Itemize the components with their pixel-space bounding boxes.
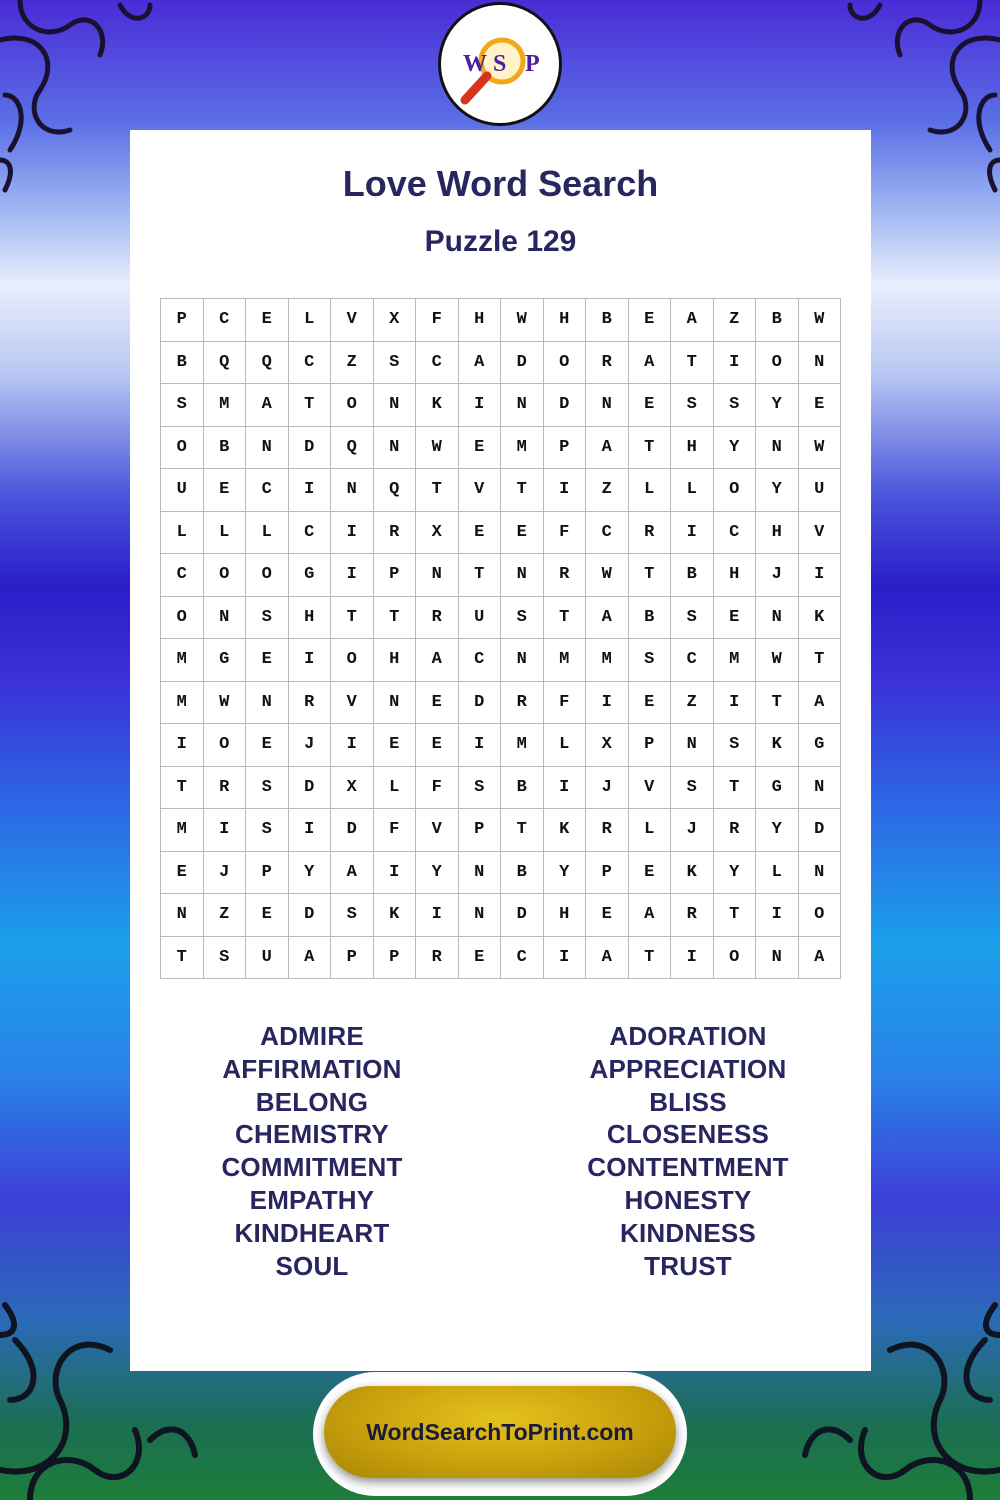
grid-cell[interactable]: O (161, 427, 204, 470)
grid-cell[interactable]: M (204, 384, 247, 427)
grid-cell[interactable]: Y (544, 852, 587, 895)
grid-cell[interactable]: B (629, 597, 672, 640)
grid-cell[interactable]: G (799, 724, 842, 767)
grid-cell[interactable]: S (671, 597, 714, 640)
grid-cell[interactable]: T (756, 682, 799, 725)
grid-cell[interactable]: E (586, 894, 629, 937)
grid-cell[interactable]: T (629, 554, 672, 597)
grid-cell[interactable]: N (161, 894, 204, 937)
grid-cell[interactable]: A (671, 299, 714, 342)
grid-cell[interactable]: O (714, 469, 757, 512)
grid-cell[interactable]: A (799, 937, 842, 980)
grid-cell[interactable]: J (204, 852, 247, 895)
grid-cell[interactable]: I (756, 894, 799, 937)
grid-cell[interactable]: R (416, 597, 459, 640)
grid-cell[interactable]: S (714, 724, 757, 767)
grid-cell[interactable]: U (799, 469, 842, 512)
grid-cell[interactable]: W (416, 427, 459, 470)
grid-cell[interactable]: I (331, 724, 374, 767)
grid-cell[interactable]: Q (246, 342, 289, 385)
grid-cell[interactable]: E (246, 724, 289, 767)
logo-letter-s: S (493, 51, 507, 77)
grid-cell[interactable]: W (799, 427, 842, 470)
grid-cell[interactable]: B (501, 767, 544, 810)
grid-cell[interactable]: N (374, 427, 417, 470)
grid-cell[interactable]: Z (671, 682, 714, 725)
grid-cell[interactable]: Z (586, 469, 629, 512)
grid-cell[interactable]: H (671, 427, 714, 470)
grid-cell[interactable]: U (246, 937, 289, 980)
grid-cell[interactable]: T (374, 597, 417, 640)
grid-cell[interactable]: A (586, 597, 629, 640)
grid-cell[interactable]: V (459, 469, 502, 512)
grid-cell[interactable]: O (246, 554, 289, 597)
grid-cell[interactable]: L (161, 512, 204, 555)
grid-cell[interactable]: B (586, 299, 629, 342)
grid-cell[interactable]: I (331, 554, 374, 597)
grid-cell[interactable]: W (204, 682, 247, 725)
grid-cell[interactable]: G (204, 639, 247, 682)
grid-cell[interactable]: J (289, 724, 332, 767)
grid-cell[interactable]: M (501, 724, 544, 767)
grid-cell[interactable]: T (501, 469, 544, 512)
grid-cell[interactable]: N (374, 384, 417, 427)
grid-cell[interactable]: I (544, 469, 587, 512)
puzzle-title: Love Word Search (342, 163, 659, 204)
grid-cell[interactable]: T (544, 597, 587, 640)
grid-cell[interactable]: X (374, 299, 417, 342)
grid-cell[interactable]: M (161, 639, 204, 682)
grid-cell[interactable]: X (416, 512, 459, 555)
grid-cell[interactable]: S (246, 809, 289, 852)
grid-cell[interactable]: S (246, 597, 289, 640)
grid-cell[interactable]: N (799, 767, 842, 810)
grid-cell[interactable]: B (204, 427, 247, 470)
grid-cell[interactable]: C (161, 554, 204, 597)
grid-cell[interactable]: V (629, 767, 672, 810)
grid-cell[interactable]: N (374, 682, 417, 725)
grid-cell[interactable]: M (586, 639, 629, 682)
grid-cell[interactable]: I (161, 724, 204, 767)
grid-cell[interactable]: P (459, 809, 502, 852)
grid-cell[interactable]: C (204, 299, 247, 342)
grid-cell[interactable]: Y (756, 809, 799, 852)
grid-cell[interactable]: M (161, 809, 204, 852)
grid-cell[interactable]: S (331, 894, 374, 937)
grid-cell[interactable]: R (586, 342, 629, 385)
grid-cell[interactable]: L (629, 469, 672, 512)
grid-cell[interactable]: E (459, 937, 502, 980)
grid-cell[interactable]: N (204, 597, 247, 640)
grid-cell[interactable]: T (416, 469, 459, 512)
grid-cell[interactable]: D (799, 809, 842, 852)
site-logo[interactable] (438, 2, 562, 126)
word-list-left (162, 1020, 462, 1282)
magnifier-icon (441, 5, 559, 123)
grid-cell[interactable]: E (246, 894, 289, 937)
grid-cell[interactable]: R (671, 894, 714, 937)
grid-cell[interactable]: T (629, 427, 672, 470)
grid-cell[interactable]: J (586, 767, 629, 810)
grid-cell[interactable]: R (374, 512, 417, 555)
word-list-item: HONESTY (624, 1184, 752, 1215)
grid-cell[interactable]: N (246, 427, 289, 470)
grid-cell[interactable]: I (671, 512, 714, 555)
grid-cell[interactable]: G (289, 554, 332, 597)
grid-cell[interactable]: D (501, 894, 544, 937)
grid-cell[interactable]: K (756, 724, 799, 767)
grid-cell[interactable]: H (544, 299, 587, 342)
grid-cell[interactable]: B (671, 554, 714, 597)
puzzle-card (130, 130, 871, 1371)
grid-cell[interactable]: R (586, 809, 629, 852)
grid-cell[interactable]: O (331, 639, 374, 682)
grid-cell[interactable]: V (416, 809, 459, 852)
word-list-item: CHEMISTRY (235, 1119, 389, 1150)
grid-cell[interactable]: K (544, 809, 587, 852)
grid-cell[interactable]: Q (374, 469, 417, 512)
grid-cell[interactable]: T (799, 639, 842, 682)
grid-cell[interactable]: N (331, 469, 374, 512)
grid-cell[interactable]: I (544, 767, 587, 810)
grid-cell[interactable]: K (671, 852, 714, 895)
grid-cell[interactable]: C (671, 639, 714, 682)
grid-cell[interactable]: O (714, 937, 757, 980)
grid-cell[interactable]: D (501, 342, 544, 385)
grid-cell[interactable]: I (289, 469, 332, 512)
word-list-right (538, 1020, 838, 1282)
grid-cell[interactable]: H (714, 554, 757, 597)
grid-cell[interactable]: I (416, 894, 459, 937)
grid-cell[interactable]: N (799, 342, 842, 385)
grid-cell[interactable]: A (629, 894, 672, 937)
grid-cell[interactable]: L (671, 469, 714, 512)
grid-cell[interactable]: E (459, 427, 502, 470)
grid-cell[interactable]: Y (416, 852, 459, 895)
grid-cell[interactable]: S (714, 384, 757, 427)
grid-cell[interactable]: T (501, 809, 544, 852)
grid-cell[interactable]: T (459, 554, 502, 597)
grid-cell[interactable]: K (416, 384, 459, 427)
grid-cell[interactable]: E (629, 852, 672, 895)
word-list-item: CONTENTMENT (587, 1152, 789, 1183)
grid-cell[interactable]: A (586, 427, 629, 470)
grid-cell[interactable]: D (289, 894, 332, 937)
grid-cell[interactable]: R (416, 937, 459, 980)
grid-cell[interactable]: E (246, 639, 289, 682)
grid-cell[interactable]: G (756, 767, 799, 810)
grid-cell[interactable]: K (374, 894, 417, 937)
website-link-label: WordSearchToPrint.com (366, 1418, 634, 1445)
grid-cell[interactable]: N (501, 639, 544, 682)
grid-cell[interactable]: S (459, 767, 502, 810)
grid-cell[interactable]: A (586, 937, 629, 980)
grid-cell[interactable]: I (289, 639, 332, 682)
grid-cell[interactable]: K (799, 597, 842, 640)
grid-cell[interactable]: N (671, 724, 714, 767)
grid-cell[interactable]: T (331, 597, 374, 640)
grid-cell[interactable]: F (416, 767, 459, 810)
grid-cell[interactable]: X (586, 724, 629, 767)
grid-cell[interactable]: F (374, 809, 417, 852)
grid-cell[interactable]: L (289, 299, 332, 342)
grid-cell[interactable]: F (544, 682, 587, 725)
puzzle-number: Puzzle 129 (424, 225, 577, 258)
grid-cell[interactable]: C (289, 342, 332, 385)
grid-cell[interactable]: P (544, 427, 587, 470)
grid-cell[interactable]: N (459, 894, 502, 937)
grid-cell[interactable]: S (671, 767, 714, 810)
grid-cell[interactable]: O (204, 554, 247, 597)
grid-cell[interactable]: N (756, 427, 799, 470)
grid-cell[interactable]: M (161, 682, 204, 725)
grid-cell[interactable]: O (204, 724, 247, 767)
grid-cell[interactable]: L (544, 724, 587, 767)
word-list-item: EMPATHY (249, 1184, 375, 1215)
grid-cell[interactable]: E (629, 384, 672, 427)
grid-cell[interactable]: L (629, 809, 672, 852)
grid-cell[interactable]: L (204, 512, 247, 555)
grid-cell[interactable]: C (586, 512, 629, 555)
grid-cell[interactable]: P (246, 852, 289, 895)
grid-cell[interactable]: H (756, 512, 799, 555)
grid-cell[interactable]: A (416, 639, 459, 682)
grid-cell[interactable]: D (544, 384, 587, 427)
grid-cell[interactable]: R (629, 512, 672, 555)
grid-cell[interactable]: A (459, 342, 502, 385)
logo-letter-w: W (463, 51, 487, 77)
grid-cell[interactable]: O (756, 342, 799, 385)
grid-cell[interactable]: W (586, 554, 629, 597)
grid-cell[interactable]: D (459, 682, 502, 725)
grid-cell[interactable]: A (246, 384, 289, 427)
word-list-item: APPRECIATION (589, 1053, 787, 1084)
grid-cell[interactable]: W (501, 299, 544, 342)
grid-cell[interactable]: C (459, 639, 502, 682)
grid-cell[interactable]: P (374, 554, 417, 597)
grid-cell[interactable]: E (501, 512, 544, 555)
grid-cell[interactable]: N (756, 597, 799, 640)
grid-cell[interactable]: H (544, 894, 587, 937)
word-list-item: SOUL (275, 1250, 349, 1281)
grid-cell[interactable]: Y (756, 384, 799, 427)
grid-cell[interactable]: S (501, 597, 544, 640)
grid-cell[interactable]: E (416, 724, 459, 767)
word-list-item: TRUST (644, 1250, 732, 1281)
grid-cell[interactable]: I (459, 384, 502, 427)
grid-cell[interactable]: E (714, 597, 757, 640)
grid-cell[interactable]: A (629, 342, 672, 385)
grid-cell[interactable]: C (416, 342, 459, 385)
grid-cell[interactable]: A (331, 852, 374, 895)
grid-cell[interactable]: V (331, 299, 374, 342)
grid-cell[interactable]: P (629, 724, 672, 767)
grid-cell[interactable]: E (161, 852, 204, 895)
grid-cell[interactable]: B (161, 342, 204, 385)
grid-cell[interactable]: Q (331, 427, 374, 470)
grid-cell[interactable]: L (374, 767, 417, 810)
grid-cell[interactable]: Y (714, 852, 757, 895)
grid-cell[interactable]: U (459, 597, 502, 640)
grid-cell[interactable]: N (501, 384, 544, 427)
grid-cell[interactable]: I (586, 682, 629, 725)
grid-cell[interactable]: I (204, 809, 247, 852)
grid-cell[interactable]: V (799, 512, 842, 555)
grid-cell[interactable]: E (246, 299, 289, 342)
grid-cell[interactable]: N (246, 682, 289, 725)
grid-cell[interactable]: Y (756, 469, 799, 512)
grid-cell[interactable]: R (544, 554, 587, 597)
grid-cell[interactable]: P (161, 299, 204, 342)
grid-cell[interactable]: C (246, 469, 289, 512)
grid-cell[interactable]: Z (331, 342, 374, 385)
grid-cell[interactable]: I (714, 682, 757, 725)
grid-cell[interactable]: Z (204, 894, 247, 937)
grid-cell[interactable]: L (246, 512, 289, 555)
grid-cell[interactable]: B (756, 299, 799, 342)
grid-cell[interactable]: S (374, 342, 417, 385)
grid-cell[interactable]: H (289, 597, 332, 640)
grid-cell[interactable]: Y (714, 427, 757, 470)
grid-cell[interactable]: T (161, 767, 204, 810)
grid-cell[interactable]: P (331, 937, 374, 980)
grid-cell[interactable]: N (416, 554, 459, 597)
grid-cell[interactable]: T (161, 937, 204, 980)
grid-cell[interactable]: N (459, 852, 502, 895)
grid-cell[interactable]: M (544, 639, 587, 682)
grid-cell[interactable]: E (204, 469, 247, 512)
grid-cell[interactable]: T (714, 894, 757, 937)
grid-cell[interactable]: F (544, 512, 587, 555)
grid-cell[interactable]: S (246, 767, 289, 810)
grid-cell[interactable]: F (416, 299, 459, 342)
grid-cell[interactable]: I (671, 937, 714, 980)
word-list-item: COMMITMENT (221, 1152, 403, 1183)
grid-cell[interactable]: E (629, 682, 672, 725)
grid-cell[interactable]: Q (204, 342, 247, 385)
grid-cell[interactable]: A (289, 937, 332, 980)
grid-cell[interactable]: I (459, 724, 502, 767)
grid-cell[interactable]: L (756, 852, 799, 895)
grid-cell[interactable]: S (629, 639, 672, 682)
grid-cell[interactable]: R (501, 682, 544, 725)
grid-cell[interactable]: H (374, 639, 417, 682)
grid-cell[interactable]: T (629, 937, 672, 980)
grid-cell[interactable]: E (799, 384, 842, 427)
grid-cell[interactable]: D (289, 767, 332, 810)
grid-cell[interactable]: O (331, 384, 374, 427)
grid-cell[interactable]: C (501, 937, 544, 980)
grid-cell[interactable]: P (374, 937, 417, 980)
logo-letter-p: P (525, 51, 540, 77)
grid-cell[interactable]: T (714, 767, 757, 810)
grid-cell[interactable]: R (204, 767, 247, 810)
word-list-item: BLISS (649, 1086, 727, 1117)
grid-cell[interactable]: T (289, 384, 332, 427)
grid-cell[interactable]: C (289, 512, 332, 555)
grid-cell[interactable]: D (289, 427, 332, 470)
grid-cell[interactable]: D (331, 809, 374, 852)
grid-cell[interactable]: Y (289, 852, 332, 895)
word-list-item: ADMIRE (260, 1021, 364, 1051)
grid-cell[interactable]: E (629, 299, 672, 342)
grid-cell[interactable]: T (671, 342, 714, 385)
website-link-button[interactable] (324, 1386, 676, 1478)
grid-cell[interactable]: Z (714, 299, 757, 342)
grid-cell[interactable]: M (714, 639, 757, 682)
grid-cell[interactable]: A (799, 682, 842, 725)
grid-cell[interactable]: O (161, 597, 204, 640)
grid-cell[interactable]: U (161, 469, 204, 512)
grid-cell[interactable]: O (544, 342, 587, 385)
grid-cell[interactable]: E (459, 512, 502, 555)
grid-cell[interactable]: P (586, 852, 629, 895)
grid-cell[interactable]: R (714, 809, 757, 852)
grid-cell[interactable]: S (204, 937, 247, 980)
word-list-item: ADORATION (609, 1021, 767, 1051)
grid-cell[interactable]: N (586, 384, 629, 427)
grid-cell[interactable]: N (799, 852, 842, 895)
grid-cell[interactable]: B (501, 852, 544, 895)
grid-cell[interactable]: I (799, 554, 842, 597)
word-list-item: KINDNESS (620, 1217, 756, 1248)
grid-cell[interactable]: W (756, 639, 799, 682)
grid-cell[interactable]: I (714, 342, 757, 385)
grid-cell[interactable]: E (374, 724, 417, 767)
grid-cell[interactable]: J (671, 809, 714, 852)
grid-cell[interactable]: S (671, 384, 714, 427)
grid-cell[interactable]: V (331, 682, 374, 725)
grid-cell[interactable]: J (756, 554, 799, 597)
grid-cell[interactable]: H (459, 299, 502, 342)
grid-cell[interactable]: O (799, 894, 842, 937)
grid-cell[interactable]: N (501, 554, 544, 597)
grid-cell[interactable]: W (799, 299, 842, 342)
grid-cell[interactable]: I (544, 937, 587, 980)
grid-cell[interactable]: N (756, 937, 799, 980)
grid-cell[interactable]: I (374, 852, 417, 895)
word-list-item: KINDHEART (234, 1217, 390, 1248)
grid-cell[interactable]: I (331, 512, 374, 555)
grid-cell[interactable]: M (501, 427, 544, 470)
grid-cell[interactable]: R (289, 682, 332, 725)
word-list-item: CLOSENESS (606, 1119, 770, 1150)
grid-cell[interactable]: C (714, 512, 757, 555)
grid-cell[interactable]: E (416, 682, 459, 725)
word-list-item: BELONG (255, 1086, 369, 1117)
grid-cell[interactable]: S (161, 384, 204, 427)
letter-grid (160, 298, 841, 979)
grid-cell[interactable]: I (289, 809, 332, 852)
grid-cell[interactable]: X (331, 767, 374, 810)
word-list-item: AFFIRMATION (222, 1053, 402, 1084)
